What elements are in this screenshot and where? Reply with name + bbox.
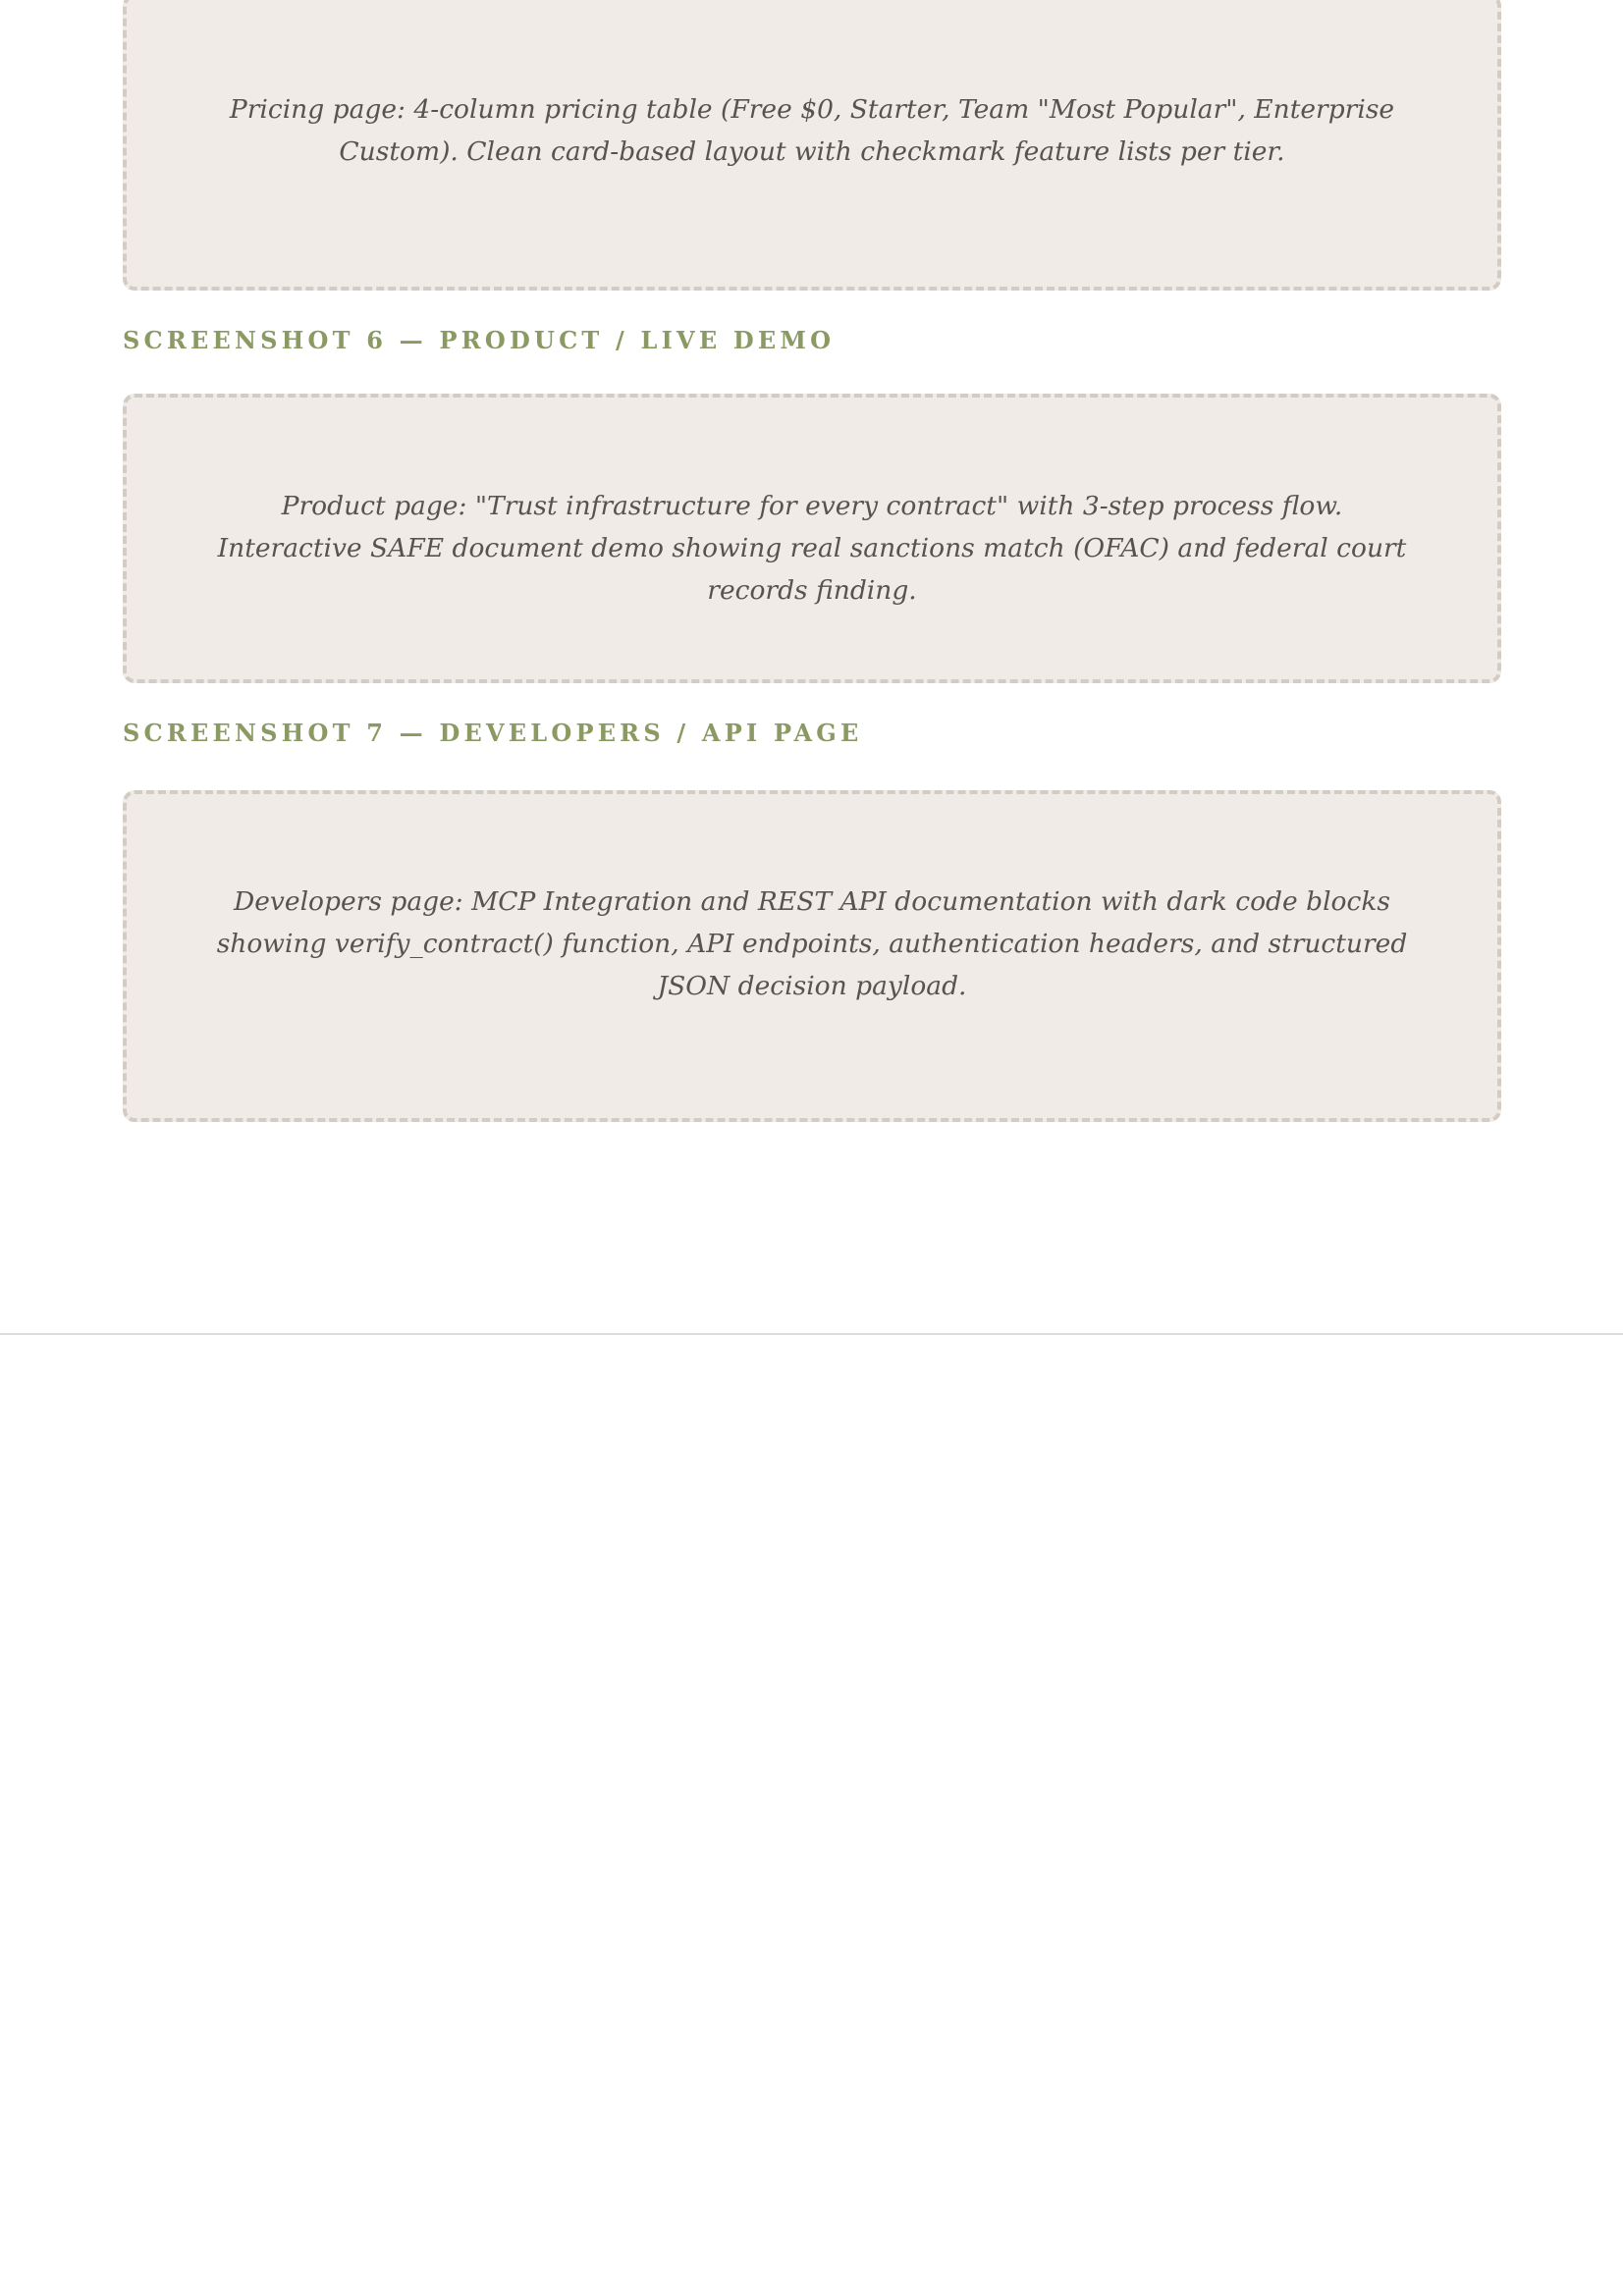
screenshot-placeholder-pricing xyxy=(123,0,1501,291)
placeholder-description: Pricing page: 4-column pricing table (Free $0, Starter, Team "Most Popular", Enterprise Custom). Clean card-based layout with checkmark feature lists per tier. xyxy=(229,94,1395,167)
section-label-screenshot-6: SCREENSHOT 6 — PRODUCT / LIVE DEMO xyxy=(123,326,836,354)
page-divider xyxy=(0,1333,1623,1335)
screenshot-placeholder-product xyxy=(123,394,1501,683)
placeholder-description: Developers page: MCP Integration and REST API documentation with dark code blocks showing verify_contract() function, API endpoints, authentication headers, and structured JSON decision payload. xyxy=(216,886,1408,1001)
placeholder-description: Product page: "Trust infrastructure for every contract" with 3-step process flow. Interactive SAFE document demo showing real sanctions match (OFAC) and federal court records finding. xyxy=(217,491,1407,606)
section-label-screenshot-7: SCREENSHOT 7 — DEVELOPERS / API PAGE xyxy=(123,719,863,747)
screenshot-placeholder-developers xyxy=(123,790,1501,1122)
